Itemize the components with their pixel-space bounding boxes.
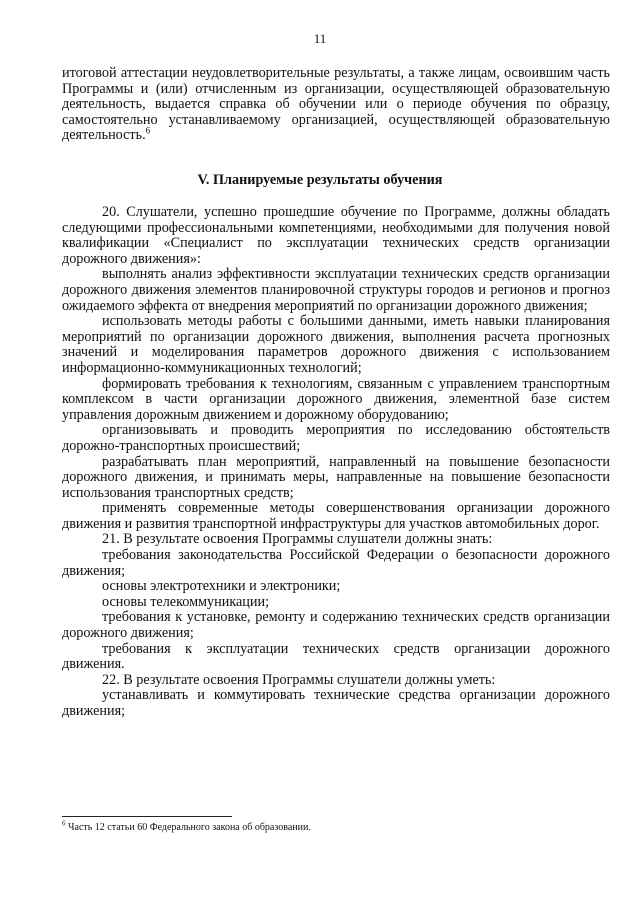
- page-number: 11: [313, 31, 327, 46]
- intro-paragraph-text: итоговой аттестации неудовлетворительные результаты, а также лицам, освоившим часть Программы и (или) отчисленным из организации, осуществляющей образовательную деятельность, выдается справка об обучении или о периоде обучения по образцу, самостоятельно устанавливаемому организацией, осуществляющей образовательную деятельность.: [62, 65, 610, 144]
- footnote-marker: 6: [62, 819, 66, 828]
- intro-text-block: [62, 66, 610, 144]
- competency-item: использовать методы работы с большими данными, иметь навыки планирования мероприятий по организации дорожного движения, выполнения расчета прогнозных значений и моделирования параметров дорожного движения с использованием информационно-коммуникационных технологий;: [62, 313, 610, 376]
- paragraph-item-21: 21. В результате освоения Программы слушатели должны знать:: [102, 531, 493, 548]
- competency-item: формировать требования к технологиям, связанным с управлением транспортным комплексом в части организации дорожного движения, элементной базе систем управления дорожным движением и дорожному оборудованию;: [62, 375, 610, 423]
- footnote-divider: [62, 816, 232, 817]
- knowledge-item: требования к установке, ремонту и содержанию технических средств организации дорожного движения;: [62, 609, 610, 642]
- skill-item: устанавливать и коммутировать технические средства организации дорожного движения;: [62, 687, 610, 719]
- knowledge-item: основы телекоммуникации;: [102, 593, 270, 610]
- paragraph-item-20: 20. Слушатели, успешно прошедшие обучение по Программе, должны обладать следующими профессиональными компетенциями, необходимыми для получения новой квалификации «Специалист по эксплуатации технических средств организации дорожного движения»:: [62, 204, 610, 267]
- knowledge-item: основы электротехники и электроники;: [102, 578, 341, 595]
- knowledge-item: требования законодательства Российской Федерации о безопасности дорожного движения;: [62, 547, 610, 579]
- intro-paragraph: [62, 66, 610, 144]
- competency-item: выполнять анализ эффективности эксплуатации технических средств организации дорожного движения элементов планировочной структуры городов и регионов и прогноз ожидаемого эффекта от внедрения мероприятий по организации дорожного движения;: [62, 266, 610, 314]
- competency-item: организовывать и проводить мероприятия по исследованию обстоятельств дорожно-транспортных происшествий;: [62, 422, 610, 454]
- paragraph-item-22: 22. В результате освоения Программы слушатели должны уметь:: [102, 671, 496, 688]
- knowledge-item: требования к эксплуатации технических средств организации дорожного движения.: [62, 640, 610, 673]
- body-text-block: [62, 205, 610, 720]
- footnote-reference-marker: 6: [145, 125, 151, 136]
- footnote: [62, 819, 311, 833]
- competency-item: применять современные методы совершенствования организации дорожного движения и развития транспортной инфраструктуры для участков автомобильных дорог.: [62, 500, 610, 532]
- section-title: V. Планируемые результаты обучения: [197, 172, 443, 188]
- competency-item: разрабатывать план мероприятий, направленный на повышение безопасности дорожного движения, и принимать меры, направленные на повышение безопасности использования транспортных средств;: [62, 453, 610, 501]
- footnote-text: Часть 12 статьи 60 Федерального закона об образовании.: [65, 822, 311, 833]
